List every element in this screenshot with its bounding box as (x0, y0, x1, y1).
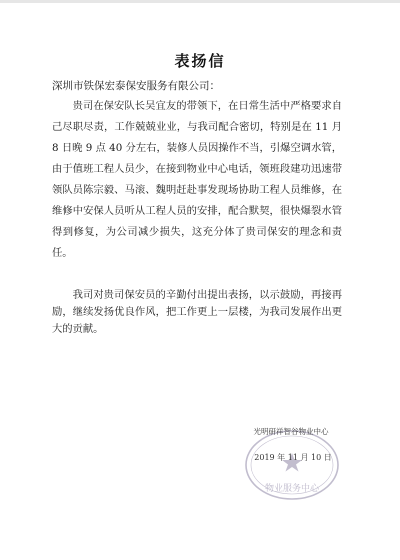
letter-salutation: 深圳市铁保宏泰保安服务有限公司： (52, 80, 220, 92)
signature-date: 2019 年 11 月 10 日 (254, 453, 332, 462)
signature-organization: 光明研祥智谷物业中心 (253, 427, 329, 436)
letter-paragraph-1: 贵司在保安队长吴宜友的带领下，在日常生活中严格要求自己尽职尽责，工作兢兢业业，与我司配合密切，特别是在 11 月 8 日晚 9 点 40 分左右，装修人员因操作不当，引爆空调水管，由于值班工程人员少，在接到物业中心电话，领班段建功迅速带领队员陈宗毅、马滚、魏明赶赴事发现场协助工程人员维修，在维修中安保人员听从工程人员的安排，配合默契，很快爆裂水管得到修复，为公司减少损失，这充分体了贵司保安的理念和责任。 (52, 100, 342, 259)
letter-title: 表扬信 (174, 52, 226, 70)
seal-text: 物业服务中心 (264, 484, 320, 494)
page-edge (0, 0, 400, 3)
letter-paragraph-2: 我司对贵司保安员的辛勤付出提出表扬，以示鼓励，再接再励，继续发扬优良作风，把工作更上一层楼，为我司发展作出更大的贡献。 (52, 289, 342, 335)
